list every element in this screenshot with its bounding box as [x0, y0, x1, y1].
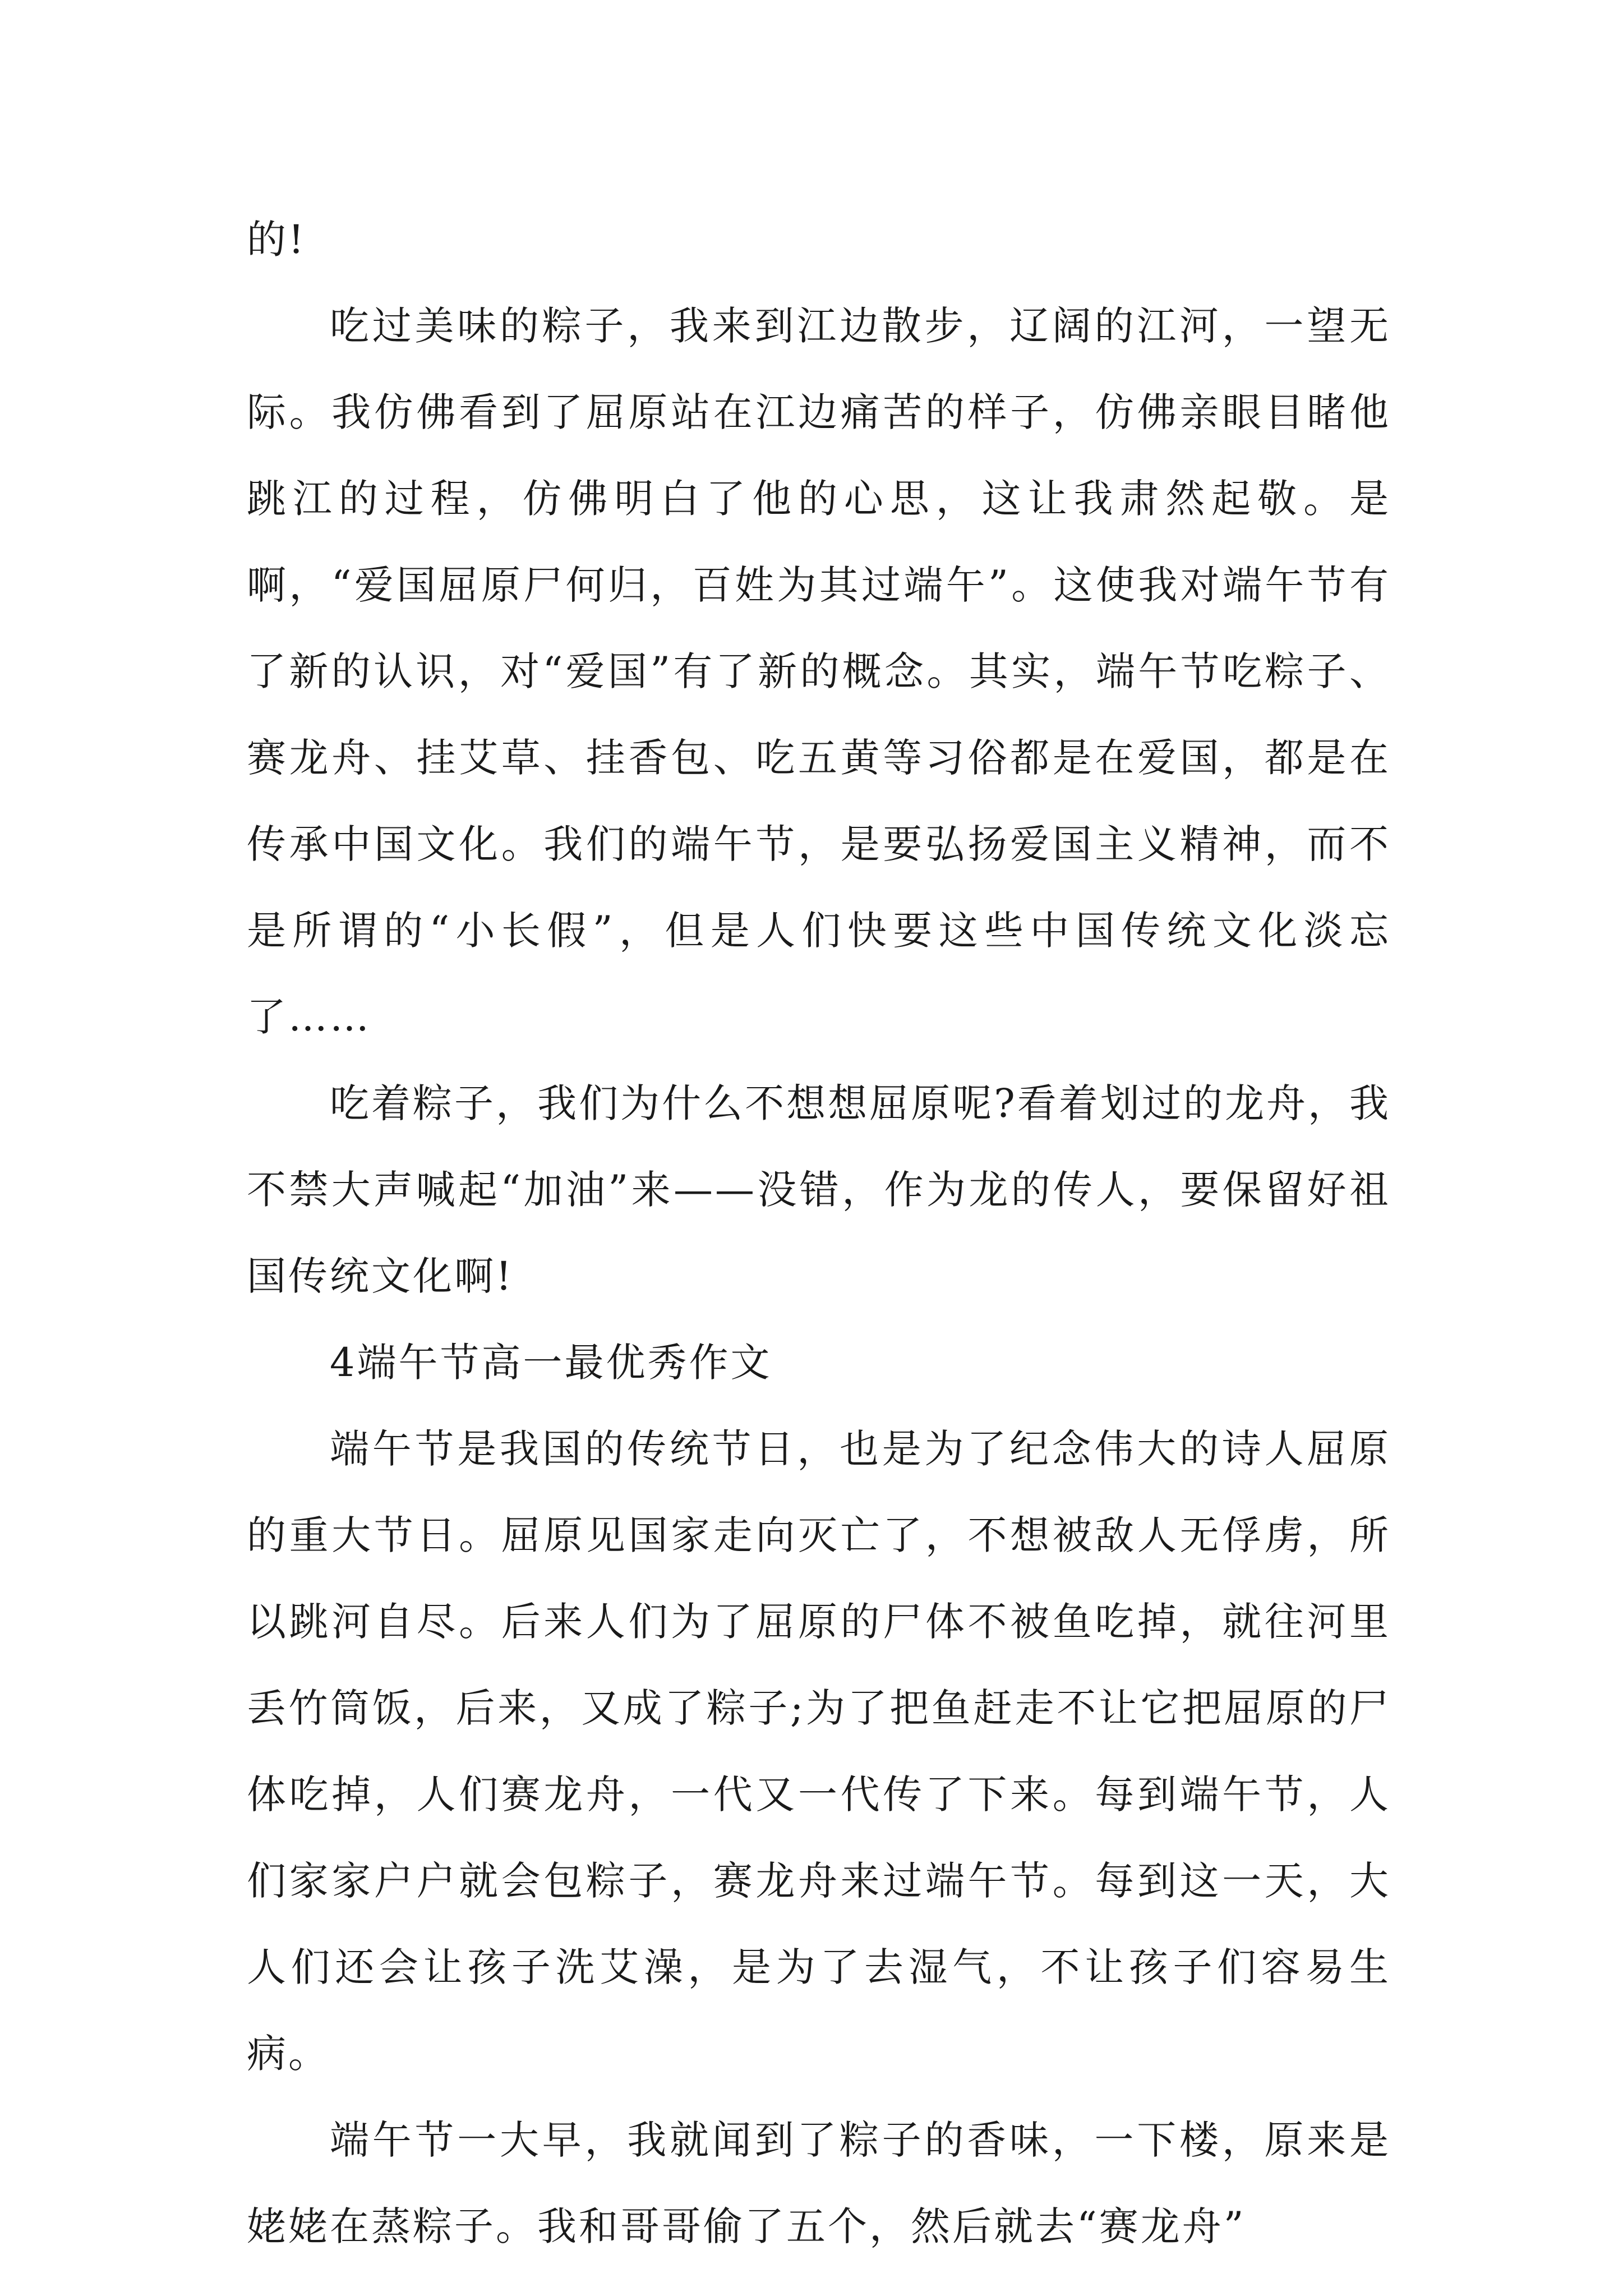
paragraph-continuation: 的! — [247, 217, 307, 263]
essay-heading: 4端午节高一最优秀作文 — [330, 1340, 772, 1386]
paragraph-river-walk: 吃过美味的粽子，我来到江边散步，辽阔的江河，一望无际。我仿佛看到了屈原站在江边痛苦的样子，仿佛亲眼目睹他跳江的过程，仿佛明白了他的心思，这让我肃然起敬。是啊，“爱国屈原尸何归，百姓为其过端午”。这使我对端午节有了新的认识，对“爱国”有了新的概念。其实，端午节吃粽子、赛龙舟、挂艾草、挂香包、吃五黄等习俗都是在爱国，都是在传承中国文化。我们的端午节，是要弘扬爱国主义精神，而不是所谓的“小长假”，但是人们快要这些中国传统文化淡忘了…… — [247, 303, 1391, 1040]
paragraph-dragon-boat: 吃着粽子，我们为什么不想想屈原呢?看着划过的龙舟，我不禁大声喊起“加油”来——没错，作为龙的传人，要保留好祖国传统文化啊! — [247, 1080, 1391, 1299]
paragraph-morning: 端午节一大早，我就闻到了粽子的香味，一下楼，原来是姥姥在蒸粽子。我和哥哥偷了五个，然后就去“赛龙舟” — [247, 2117, 1391, 2249]
document-page — [247, 196, 1391, 2270]
paragraph-festival-origin: 端午节是我国的传统节日，也是为了纪念伟大的诗人屈原的重大节日。屈原见国家走向灭亡了，不想被敌人无俘虏，所以跳河自尽。后来人们为了屈原的尸体不被鱼吃掉，就往河里丢竹筒饭，后来，又成了粽子;为了把鱼赶走不让它把屈原的尸体吃掉，人们赛龙舟，一代又一代传了下来。每到端午节，人们家家户户就会包粽子，赛龙舟来过端午节。每到这一天，大人们还会让孩子洗艾澡，是为了去湿气，不让孩子们容易生病。 — [247, 1426, 1391, 2077]
